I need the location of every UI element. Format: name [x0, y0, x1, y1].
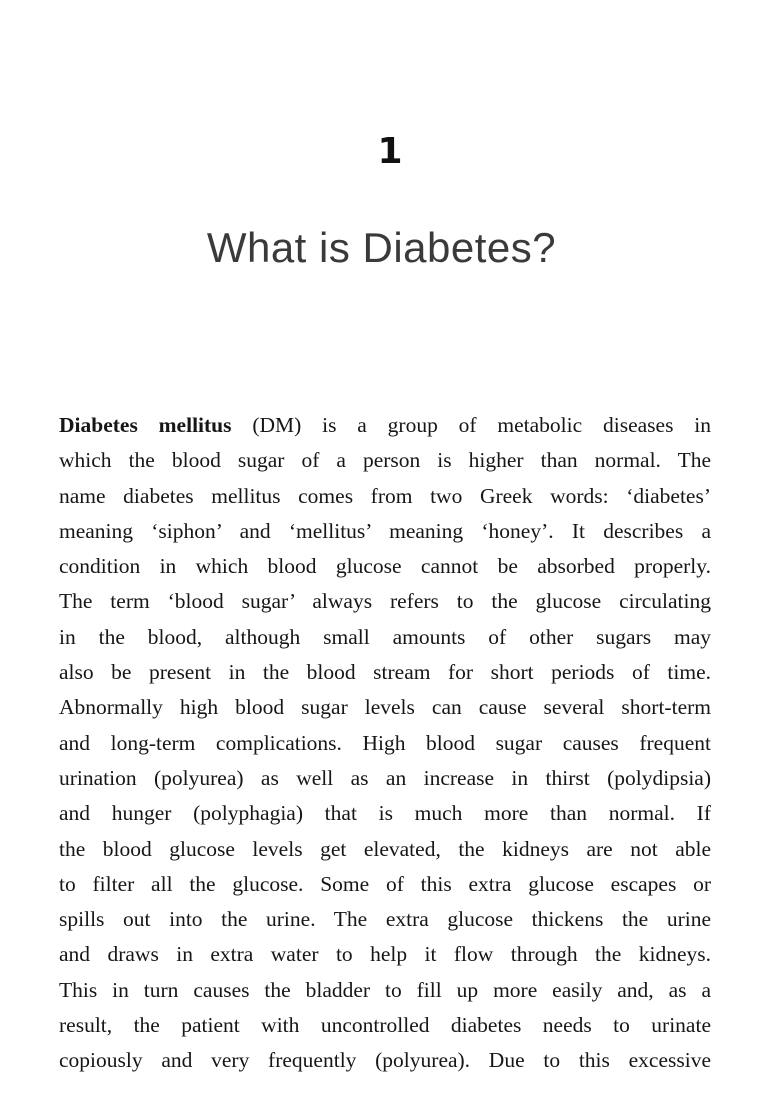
chapter-number: 1	[377, 131, 403, 172]
chapter-title: What is Diabetes?	[206, 224, 557, 271]
text-line: and draws in extra water to help it flow through the kidneys.	[59, 942, 711, 967]
text-line: Diabetes mellitus (DM) is a group of metabolic diseases in	[59, 413, 711, 437]
text-line: The term ‘blood sugar’ always refers to the glucose circulating	[59, 589, 711, 614]
text-line: spills out into the urine. The extra glucose thickens the urine	[59, 907, 711, 932]
text-line: result, the patient with uncontrolled diabetes needs to urinate	[59, 1013, 711, 1038]
body-paragraph	[59, 408, 711, 1079]
text-line: and long-term complications. High blood sugar causes frequent	[59, 730, 711, 755]
text-line: in the blood, although small amounts of other sugars may	[59, 624, 711, 649]
text-line: the blood glucose levels get elevated, the kidneys are not able	[59, 836, 711, 861]
text-line: condition in which blood glucose cannot be absorbed properly.	[59, 554, 711, 579]
text-line: This in turn causes the bladder to fill up more easily and, as a	[59, 977, 711, 1002]
text-line: to filter all the glucose. Some of this extra glucose escapes or	[59, 871, 711, 896]
text-line: urination (polyurea) as well as an increase in thirst (polydipsia)	[59, 765, 711, 790]
text-line: also be present in the blood stream for short periods of time.	[59, 660, 711, 685]
text-line: which the blood sugar of a person is higher than normal. The	[59, 448, 711, 473]
text-line: and hunger (polyphagia) that is much more than normal. If	[59, 801, 711, 826]
text-line: copiously and very frequently (polyurea). Due to this excessive	[59, 1048, 711, 1073]
text-line: meaning ‘siphon’ and ‘mellitus’ meaning ‘honey’. It describes a	[59, 518, 711, 543]
defined-term: Diabetes mellitus	[59, 413, 232, 437]
text-line: Abnormally high blood sugar levels can cause several short-term	[59, 695, 711, 720]
text-line: name diabetes mellitus comes from two Greek words: ‘diabetes’	[59, 483, 711, 508]
